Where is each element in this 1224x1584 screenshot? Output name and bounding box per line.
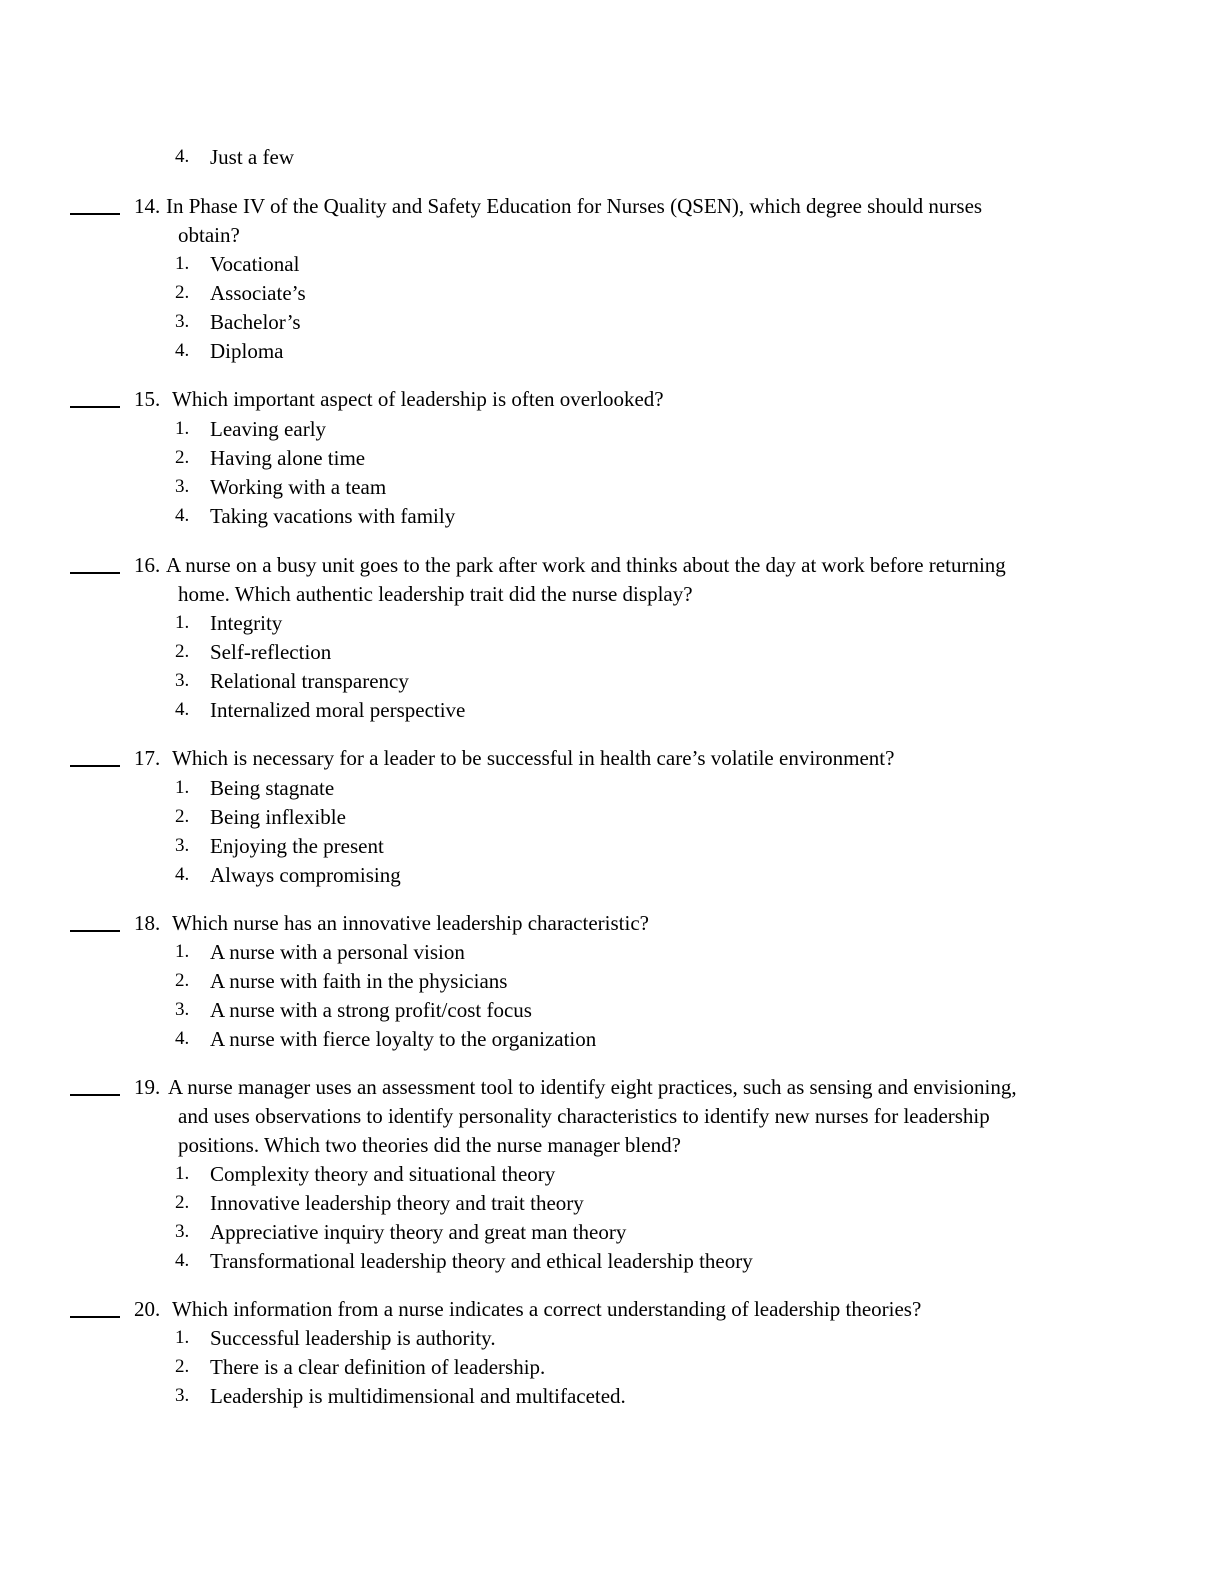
question-number-14: 14. bbox=[134, 194, 161, 218]
answer-blank-15[interactable] bbox=[70, 406, 120, 408]
option-text: Associate’s bbox=[210, 281, 306, 305]
question-text-19-line-2: and uses observations to identify personality characteristics to identify new nurses for leadership bbox=[178, 1104, 990, 1128]
question-text-16-line-2: home. Which authentic leadership trait did the nurse display? bbox=[178, 582, 693, 606]
option-text: Leaving early bbox=[210, 417, 327, 441]
option-text: Self-reflection bbox=[210, 640, 332, 664]
option-text: Taking vacations with family bbox=[210, 504, 456, 528]
option-number: 1. bbox=[175, 777, 190, 798]
question-number-18: 18. bbox=[134, 911, 161, 935]
option-number: 3. bbox=[175, 670, 190, 691]
option-number: 3. bbox=[175, 835, 190, 856]
option-number: 1. bbox=[175, 253, 190, 274]
option-text: Being stagnate bbox=[210, 776, 335, 800]
question-text-19-line-1: A nurse manager uses an assessment tool to identify eight practices, such as sensing and envisioning, bbox=[168, 1075, 1017, 1099]
option-number: 4. bbox=[175, 1028, 190, 1049]
question-text-18-line-1: Which nurse has an innovative leadership characteristic? bbox=[172, 911, 649, 935]
option-text: A nurse with a personal vision bbox=[210, 940, 465, 964]
option-text: Having alone time bbox=[210, 446, 366, 470]
question-text-14-line-1: In Phase IV of the Quality and Safety Education for Nurses (QSEN), which degree should nurses bbox=[166, 194, 983, 218]
option-text: Transformational leadership theory and ethical leadership theory bbox=[210, 1249, 753, 1273]
option-number: 2. bbox=[175, 282, 190, 303]
option-number: 1. bbox=[175, 1327, 190, 1348]
option-text: Being inflexible bbox=[210, 805, 346, 829]
option-text: Enjoying the present bbox=[210, 834, 384, 858]
option-text: A nurse with a strong profit/cost focus bbox=[210, 998, 532, 1022]
option-text: Integrity bbox=[210, 611, 283, 635]
option-number: 4. bbox=[175, 340, 190, 361]
option-text: Relational transparency bbox=[210, 669, 409, 693]
option-text: Diploma bbox=[210, 339, 284, 363]
option-number: 4. bbox=[175, 146, 190, 167]
option-number: 2. bbox=[175, 1356, 190, 1377]
option-text: Always compromising bbox=[210, 863, 401, 887]
option-number: 2. bbox=[175, 641, 190, 662]
question-number-17: 17. bbox=[134, 746, 161, 770]
option-number: 1. bbox=[175, 612, 190, 633]
option-text: Bachelor’s bbox=[210, 310, 301, 334]
option-text: A nurse with faith in the physicians bbox=[210, 969, 508, 993]
option-number: 3. bbox=[175, 1385, 190, 1406]
question-text-19-line-3: positions. Which two theories did the nurse manager blend? bbox=[178, 1133, 681, 1157]
question-number-16: 16. bbox=[134, 553, 161, 577]
option-number: 3. bbox=[175, 999, 190, 1020]
answer-blank-14[interactable] bbox=[70, 213, 120, 215]
option-number: 3. bbox=[175, 476, 190, 497]
question-number-15: 15. bbox=[134, 387, 161, 411]
option-text: Complexity theory and situational theory bbox=[210, 1162, 556, 1186]
answer-blank-20[interactable] bbox=[70, 1316, 120, 1318]
option-text: A nurse with fierce loyalty to the organization bbox=[210, 1027, 597, 1051]
question-number-20: 20. bbox=[134, 1297, 161, 1321]
answer-blank-19[interactable] bbox=[70, 1094, 120, 1096]
option-number: 2. bbox=[175, 806, 190, 827]
option-number: 4. bbox=[175, 1250, 190, 1271]
option-number: 3. bbox=[175, 311, 190, 332]
option-text: Just a few bbox=[210, 145, 294, 169]
option-text: Vocational bbox=[210, 252, 300, 276]
question-number-19: 19. bbox=[134, 1075, 161, 1099]
answer-blank-18[interactable] bbox=[70, 930, 120, 932]
option-number: 2. bbox=[175, 447, 190, 468]
question-text-15-line-1: Which important aspect of leadership is often overlooked? bbox=[172, 387, 664, 411]
question-text-17-line-1: Which is necessary for a leader to be successful in health care’s volatile environment? bbox=[172, 746, 895, 770]
answer-blank-16[interactable] bbox=[70, 572, 120, 574]
option-number: 1. bbox=[175, 418, 190, 439]
option-number: 1. bbox=[175, 1163, 190, 1184]
option-number: 3. bbox=[175, 1221, 190, 1242]
option-number: 1. bbox=[175, 941, 190, 962]
option-text: Innovative leadership theory and trait theory bbox=[210, 1191, 584, 1215]
question-text-16-line-1: A nurse on a busy unit goes to the park after work and thinks about the day at work before returning bbox=[166, 553, 1006, 577]
option-number: 2. bbox=[175, 1192, 190, 1213]
option-text: Working with a team bbox=[210, 475, 387, 499]
option-number: 4. bbox=[175, 699, 190, 720]
option-text: Appreciative inquiry theory and great man theory bbox=[210, 1220, 627, 1244]
question-text-14-line-2: obtain? bbox=[178, 223, 240, 247]
option-text: There is a clear definition of leadership. bbox=[210, 1355, 546, 1379]
option-text: Successful leadership is authority. bbox=[210, 1326, 496, 1350]
option-number: 4. bbox=[175, 864, 190, 885]
option-text: Leadership is multidimensional and multifaceted. bbox=[210, 1384, 626, 1408]
option-number: 4. bbox=[175, 505, 190, 526]
option-number: 2. bbox=[175, 970, 190, 991]
option-text: Internalized moral perspective bbox=[210, 698, 466, 722]
question-text-20-line-1: Which information from a nurse indicates a correct understanding of leadership theories? bbox=[172, 1297, 922, 1321]
answer-blank-17[interactable] bbox=[70, 765, 120, 767]
